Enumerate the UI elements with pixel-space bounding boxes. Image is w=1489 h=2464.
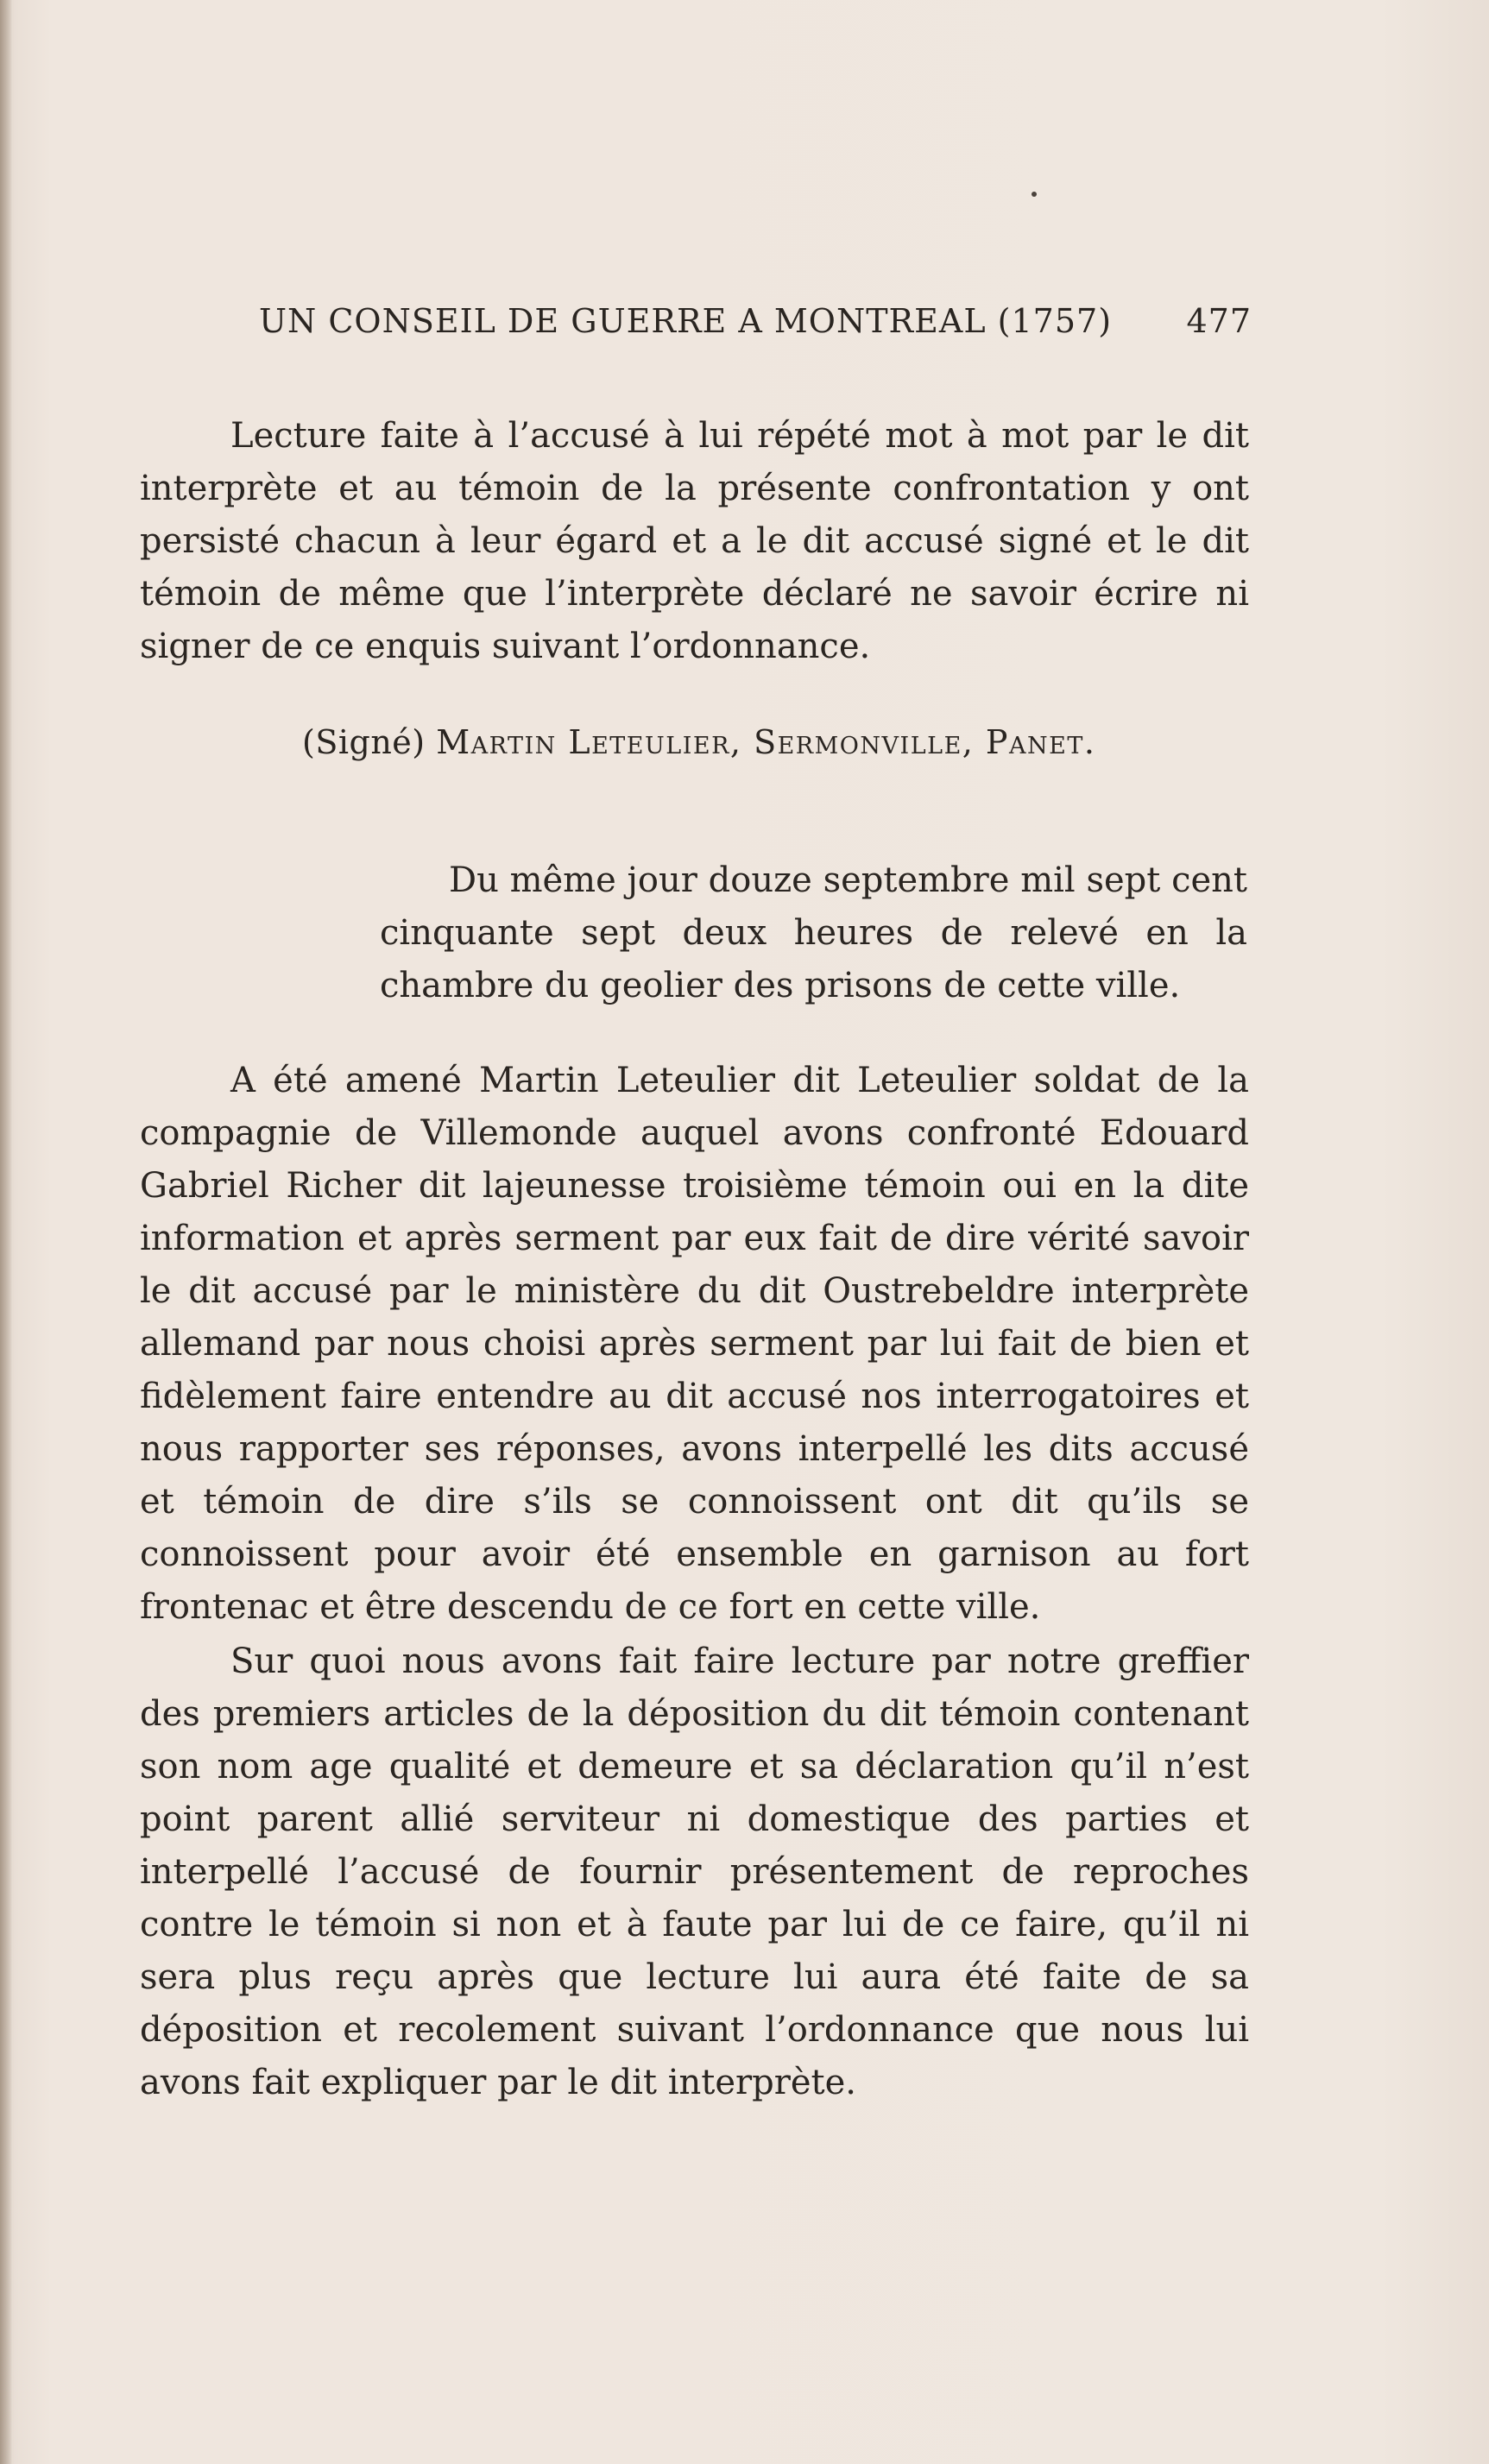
signature-names: Martin Leteulier, Sermonville, Panet. bbox=[436, 723, 1096, 761]
signature-line bbox=[302, 723, 1095, 761]
date-block: Du même jour douze septembre mil sept cent cinquante sept deux heures de relevé en la chambre du geolier des prisons de cette ville. bbox=[380, 860, 1247, 1005]
page-number: 477 bbox=[1186, 302, 1252, 340]
paragraph-lecture-greffier: Sur quoi nous avons fait faire lecture par notre greffier des premiers articles de la déposition du dit témoin contenant son nom age qualité et demeure et sa déclaration qu’il n’est point parent allié serviteur ni domestique des parties et interpellé l’accusé de fournir présentement de reproches contre le témoin si non et à faute par lui de ce faire, qu’il ni sera plus reçu après que lecture lui aura été faite de sa déposition et recolement suivant l’ordonnance que nous lui avons fait expliquer par le dit interprète. bbox=[140, 1642, 1249, 2102]
binding-edge bbox=[0, 0, 12, 2464]
running-title: UN CONSEIL DE GUERRE A MONTREAL (1757) bbox=[259, 302, 1113, 340]
ink-speck bbox=[1032, 192, 1037, 197]
paragraph-confrontation: A été amené Martin Leteulier dit Leteulier soldat de la compagnie de Villemonde auquel avons confronté Edouard Gabriel Richer dit lajeunesse troisième témoin oui en la dite information et après serment par eux fait de dire vérité savoir le dit accusé par le ministère du dit Oustrebeldre interprète allemand par nous choisi après serment par lui fait de bien et fidèlement faire entendre au dit accusé nos interrogatoires et nous rapporter ses réponses, avons interpellé les dits accusé et témoin de dire s’ils se connoissent ont dit qu’ils se connoissent pour avoir été ensemble en garnison au fort frontenac et être descendu de ce fort en cette ville. bbox=[140, 1061, 1249, 1627]
paragraph-lecture: Lecture faite à l’accusé à lui répété mot à mot par le dit interprète et au témoin de la présente confrontation y ont persisté chacun à leur égard et a le dit accusé signé et le dit témoin de même que l’interprète déclaré ne savoir écrire ni signer de ce enquis suivant l’ordonnance. bbox=[140, 416, 1249, 666]
signature-prefix: (Signé) bbox=[302, 723, 426, 761]
running-header bbox=[259, 302, 1252, 345]
